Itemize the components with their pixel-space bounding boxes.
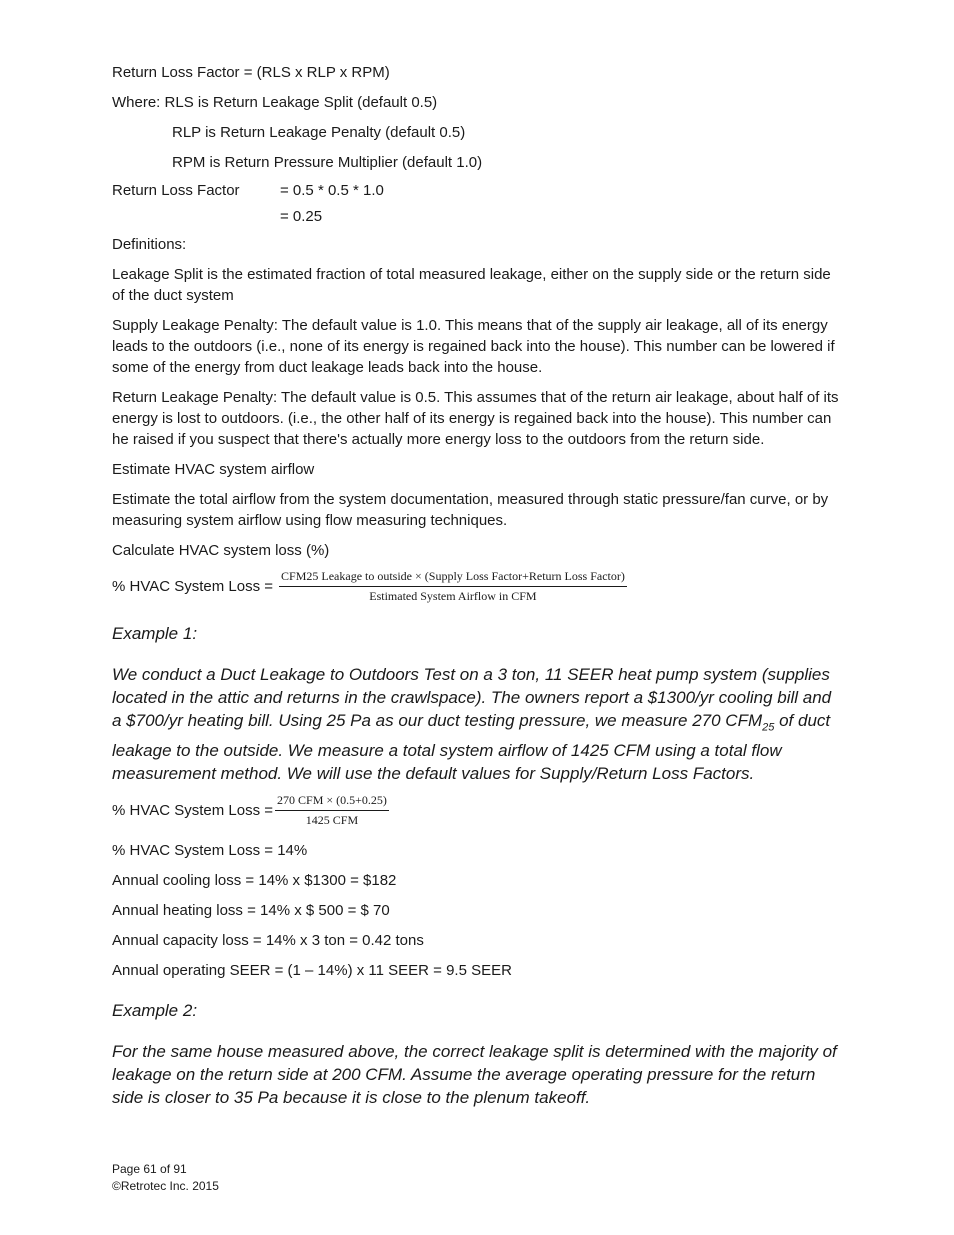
example-2-body: For the same house measured above, the correct leakage split is determined with the majority of leakage on the return side at 200 CFM. Assume the average operating pressure for the return side is closer to 35 Pa because it is close to the plenum takeoff.: [112, 1042, 837, 1108]
calculate-loss-heading: Calculate HVAC system loss (%): [112, 542, 330, 559]
formula-fraction: [279, 569, 627, 604]
leakage-split-definition: Leakage Split is the estimated fraction of total measured leakage, either on the supply side or the return side of the duct system: [112, 266, 831, 304]
capacity-loss-result: Annual capacity loss = 14% x 3 ton = 0.42 tons: [112, 932, 424, 950]
system-loss-result: % HVAC System Loss = 14%: [112, 842, 308, 860]
formula-fraction: [275, 793, 389, 828]
return-penalty-definition: Return Leakage Penalty: The default value is 0.5. This assumes that of the return air leakage, about half of its energy is lost to outdoors. (i.e., the other half of its energy is regained back into the house). This number can he raised if you suspect that there's actually more energy loss to the outdoors from the return side.: [112, 389, 839, 448]
formula-numerator: CFM25 Leakage to outside × (Supply Loss Factor+Return Loss Factor): [279, 569, 627, 587]
formula-denominator: 1425 CFM: [305, 813, 359, 828]
heating-loss-result: Annual heating loss = 14% x $ 500 = $ 70: [112, 902, 390, 920]
return-loss-factor-formula: Return Loss Factor = (RLS x RLP x RPM): [112, 64, 390, 81]
rlp-line: RLP is Return Leakage Penalty (default 0.5): [172, 124, 466, 141]
seer-result: Annual operating SEER = (1 – 14%) x 11 SEER = 9.5 SEER: [112, 962, 512, 980]
formula-label: % HVAC System Loss =: [112, 578, 274, 595]
example-1-body: We conduct a Duct Leakage to Outdoors Test on a 3 ton, 11 SEER heat pump system (supplies located in the attic and returns in the crawlspace). The owners report a $1300/yr cooling bill and a $700/yr heating bill. Using 25 Pa as our duct testing pressure, we measure 270 $CFM_{25}$ of duct leakage to the outside. We measure a total system airflow of 1425 CFM using a total flow measurement method. We will use the default values for Supply/Return Loss Factors.: [112, 665, 832, 784]
formula-numerator: 270 CFM × (0.5+0.25): [275, 793, 389, 811]
rlf-calc: = 0.5 * 0.5 * 1.0: [280, 182, 384, 199]
rlf-label: Return Loss Factor: [112, 182, 240, 199]
return-loss-factor-result: [112, 208, 842, 225]
cooling-loss-result: Annual cooling loss = 14% x $1300 = $182: [112, 872, 397, 890]
estimate-airflow-heading: Estimate HVAC system airflow: [112, 461, 315, 478]
example-1-title: Example 1:: [112, 624, 198, 643]
definitions-heading: Definitions:: [112, 236, 187, 253]
example-2-title: Example 2:: [112, 1001, 198, 1021]
supply-penalty-definition: Supply Leakage Penalty: The default value is 1.0. This means that of the supply air leakage, all of its energy leads to the outdoors (i.e., none of its energy is regained back into the house). This number can be lowered if some of the energy from duct leakage leads back into the house.: [112, 317, 835, 376]
formula-label: % HVAC System Loss =: [112, 802, 274, 820]
example-1-formula: [112, 793, 842, 828]
formula-denominator: Estimated System Airflow in CFM: [369, 589, 537, 603]
estimate-airflow-body: Estimate the total airflow from the system documentation, measured through static pressure/fan curve, or by measuring system airflow using flow measuring techniques.: [112, 491, 829, 529]
system-loss-formula: [112, 569, 842, 604]
return-loss-factor-calc: [112, 182, 842, 199]
copyright: ©Retrotec Inc. 2015: [112, 1179, 219, 1193]
rpm-line: RPM is Return Pressure Multiplier (default 1.0): [172, 154, 483, 171]
page-number: Page 61 of 91: [112, 1162, 187, 1176]
rlf-result: = 0.25: [280, 208, 323, 225]
where-rls-line: Where: RLS is Return Leakage Split (default 0.5): [112, 94, 438, 111]
page-footer: [112, 1161, 219, 1195]
page-content: [112, 62, 842, 1109]
